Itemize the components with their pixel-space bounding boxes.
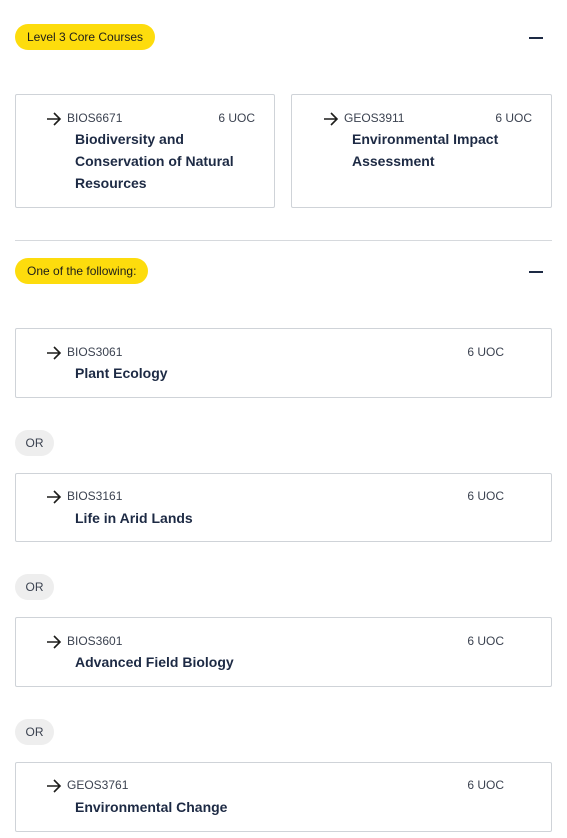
course-title: Environmental Change: [75, 799, 228, 815]
course-title: Biodiversity and Conservation of Natural Resources: [75, 131, 234, 191]
course-uoc: 6 UOC: [495, 111, 532, 125]
course-card-geos3761[interactable]: [15, 762, 552, 832]
course-code: BIOS3601: [67, 634, 123, 648]
course-uoc: 6 UOC: [467, 489, 504, 503]
course-uoc: 6 UOC: [467, 778, 504, 792]
core-courses-label: Level 3 Core Courses: [15, 24, 155, 50]
course-code: GEOS3911: [344, 111, 405, 125]
course-title: Environmental Impact Assessment: [352, 131, 499, 169]
or-separator: OR: [15, 719, 54, 745]
arrow-right-icon: [46, 112, 62, 126]
section-divider: [15, 240, 552, 241]
course-code: BIOS3161: [67, 489, 123, 503]
course-card-geos3911[interactable]: [291, 94, 552, 208]
collapse-core-courses-icon[interactable]: [528, 30, 544, 46]
course-card-bios6671[interactable]: [15, 94, 275, 208]
course-code: GEOS3761: [67, 778, 129, 792]
arrow-right-icon: [323, 112, 339, 126]
course-title: Life in Arid Lands: [75, 510, 193, 526]
collapse-choice-section-icon[interactable]: [528, 264, 544, 280]
arrow-right-icon: [46, 635, 62, 649]
course-title: Plant Ecology: [75, 365, 168, 381]
course-uoc: 6 UOC: [467, 345, 504, 359]
course-card-bios3601[interactable]: [15, 617, 552, 687]
course-title: Advanced Field Biology: [75, 654, 234, 670]
arrow-right-icon: [46, 346, 62, 360]
course-card-bios3061[interactable]: [15, 328, 552, 398]
course-code: BIOS3061: [67, 345, 123, 359]
choice-section-label: One of the following:: [15, 258, 148, 284]
course-card-bios3161[interactable]: [15, 473, 552, 542]
arrow-right-icon: [46, 779, 62, 793]
or-separator: OR: [15, 574, 54, 600]
course-uoc: 6 UOC: [218, 111, 255, 125]
course-code: BIOS6671: [67, 111, 123, 125]
arrow-right-icon: [46, 490, 62, 504]
course-uoc: 6 UOC: [467, 634, 504, 648]
or-separator: OR: [15, 430, 54, 456]
